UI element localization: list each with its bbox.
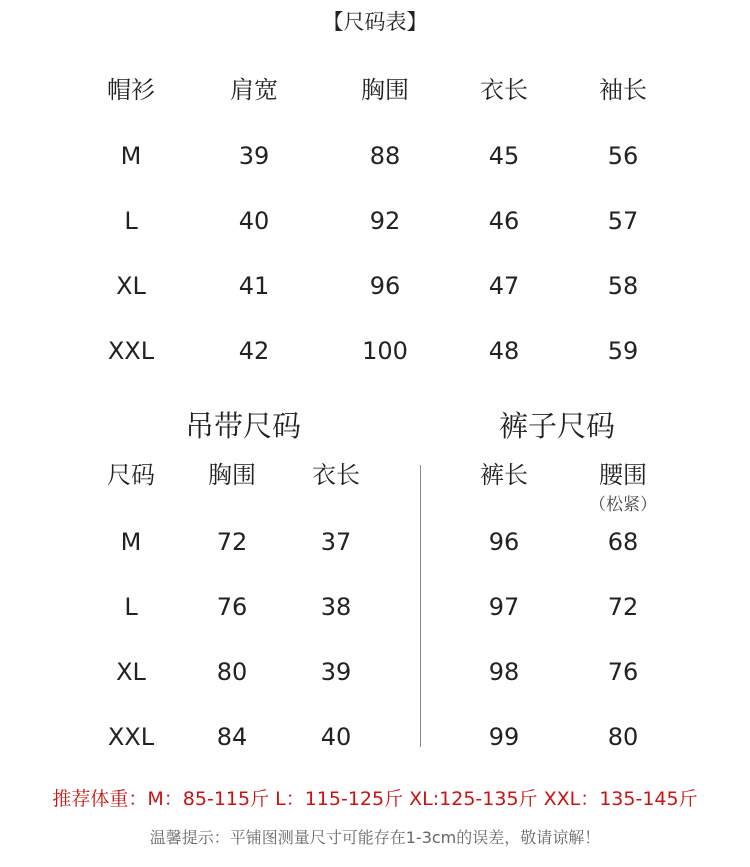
table-cell: 40 xyxy=(320,723,352,751)
table-cell: 56 xyxy=(607,142,639,170)
table-cell: 96 xyxy=(488,528,520,556)
table-cell: 48 xyxy=(488,337,520,365)
table-cell: 46 xyxy=(488,207,520,235)
table-cell: 40 xyxy=(238,207,270,235)
camisole-header-size: 尺码 xyxy=(107,461,155,489)
table-cell: 47 xyxy=(488,272,520,300)
hoodie-header-size: 帽衫 xyxy=(107,76,155,104)
table-cell: XXL xyxy=(107,337,155,365)
table-cell: 88 xyxy=(369,142,401,170)
table-cell: 84 xyxy=(216,723,248,751)
recommended-weight: 推荐体重：M：85-115斤 L：115-125斤 XL:125-135斤 XXL：135-145斤 xyxy=(52,788,698,810)
table-cell: 100 xyxy=(362,337,408,365)
pants-section-title: 裤子尺码 xyxy=(498,409,616,443)
table-cell: 98 xyxy=(488,658,520,686)
table-cell: 99 xyxy=(488,723,520,751)
table-cell: 39 xyxy=(238,142,270,170)
measurement-tip: 温馨提示：平铺图测量尺寸可能存在1-3cm的误差，敬请谅解！ xyxy=(149,828,601,847)
table-cell: 72 xyxy=(216,528,248,556)
hoodie-header-sleeve: 袖长 xyxy=(599,76,647,104)
table-cell: 68 xyxy=(607,528,639,556)
table-cell: 97 xyxy=(488,593,520,621)
table-cell: 59 xyxy=(607,337,639,365)
waist-elastic-note: （松紧） xyxy=(589,495,657,515)
hoodie-header-length: 衣长 xyxy=(480,76,528,104)
table-cell: 37 xyxy=(320,528,352,556)
table-cell: 92 xyxy=(369,207,401,235)
camisole-header-chest: 胸围 xyxy=(208,461,256,489)
table-cell: 39 xyxy=(320,658,352,686)
page-title: 【尺码表】 xyxy=(322,10,428,34)
table-cell: 57 xyxy=(607,207,639,235)
table-cell: 80 xyxy=(216,658,248,686)
table-cell: 42 xyxy=(238,337,270,365)
table-cell: 76 xyxy=(216,593,248,621)
camisole-section-title: 吊带尺码 xyxy=(184,409,302,443)
table-cell: 38 xyxy=(320,593,352,621)
table-cell: 96 xyxy=(369,272,401,300)
table-cell: M xyxy=(120,528,142,556)
table-cell: 76 xyxy=(607,658,639,686)
table-cell: 58 xyxy=(607,272,639,300)
table-cell: 80 xyxy=(607,723,639,751)
hoodie-header-shoulder: 肩宽 xyxy=(230,76,278,104)
table-cell: M xyxy=(120,142,142,170)
pants-header-length: 裤长 xyxy=(480,461,528,489)
table-cell: 45 xyxy=(488,142,520,170)
section-divider xyxy=(420,465,421,747)
hoodie-header-chest: 胸围 xyxy=(361,76,409,104)
table-cell: L xyxy=(124,593,138,621)
table-cell: XL xyxy=(116,272,146,300)
camisole-header-length: 衣长 xyxy=(312,461,360,489)
table-cell: L xyxy=(124,207,138,235)
table-cell: XXL xyxy=(107,723,155,751)
table-cell: XL xyxy=(116,658,146,686)
table-cell: 41 xyxy=(238,272,270,300)
pants-header-waist: 腰围 xyxy=(599,461,647,489)
table-cell: 72 xyxy=(607,593,639,621)
